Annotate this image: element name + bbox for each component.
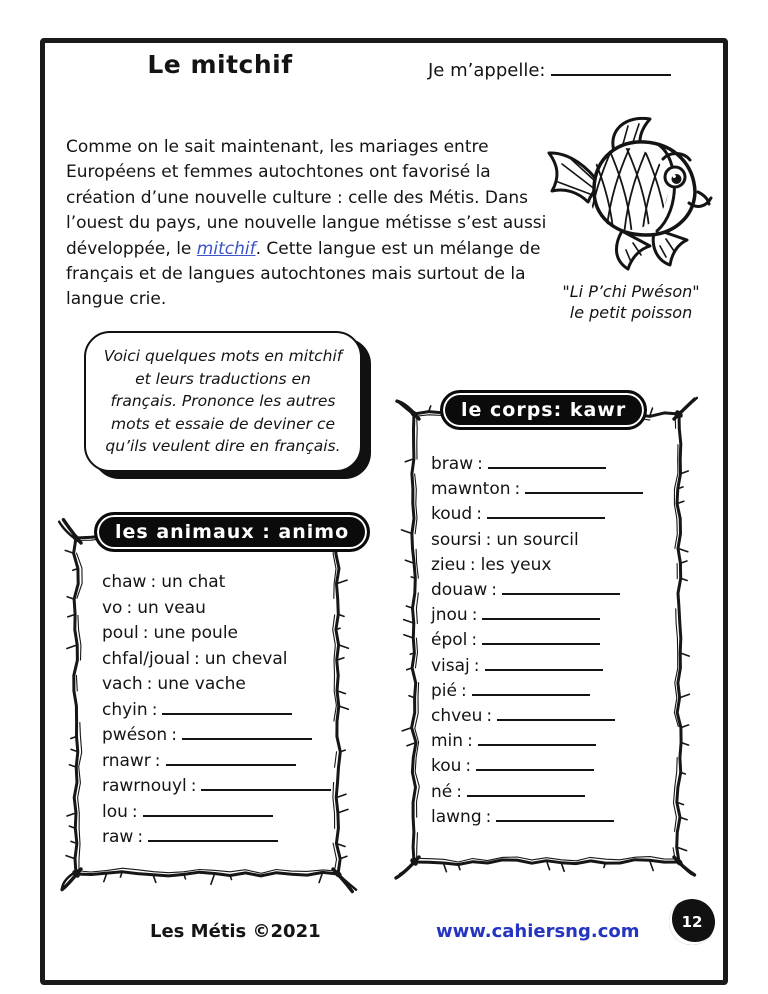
- fish-icon: [538, 104, 728, 279]
- french-translation: une vache: [157, 674, 246, 694]
- vocab-row: [102, 672, 331, 698]
- colon-separator: :: [485, 806, 492, 827]
- michif-word: kou: [431, 756, 462, 777]
- vocab-row: [102, 774, 331, 800]
- colon-separator: :: [471, 630, 478, 651]
- michif-word: rnawr: [102, 750, 151, 771]
- vocab-row: [431, 603, 643, 628]
- answer-blank-line: [525, 479, 643, 494]
- michif-word: vo: [102, 597, 123, 618]
- answer-blank-line: [148, 827, 278, 842]
- michif-word: pwéson: [102, 725, 168, 745]
- michif-word: rawrnouyl: [102, 776, 187, 796]
- vocab-row: [431, 628, 643, 653]
- vocab-row: [102, 749, 331, 775]
- answer-blank-line: [497, 706, 615, 721]
- intro-text-before: Comme on le sait maintenant, les mariages entre Européens et femmes autochtones ont favorisé la création d’une nouvelle culture : celle des Métis. Dans l’ouest du pays, une nouvelle langue métisse s’est aussi développée, le: [66, 137, 547, 259]
- michif-word: douaw: [431, 580, 488, 601]
- colon-separator: :: [477, 454, 483, 474]
- name-blank-line: [551, 58, 671, 76]
- vocab-row: [431, 729, 643, 754]
- vocab-row: [431, 578, 643, 603]
- vocab-row: [431, 502, 643, 527]
- answer-blank-line: [182, 725, 312, 740]
- colon-separator: :: [194, 648, 200, 669]
- french-translation: un veau: [137, 597, 206, 618]
- colon-separator: :: [467, 731, 473, 752]
- michif-word: lou: [102, 801, 128, 822]
- answer-blank-line: [166, 751, 296, 766]
- vocab-row: [102, 800, 331, 826]
- intro-text-after: . Cette langue est un mélange de français et de langues autochtones mais surtout de la langue crie.: [66, 238, 541, 310]
- vocab-row: [102, 570, 331, 596]
- french-translation: un chat: [161, 572, 226, 592]
- vocab-row: [431, 553, 643, 578]
- answer-blank-line: [482, 605, 600, 620]
- animals-box-title: les animaux : animo: [94, 512, 370, 552]
- vocab-row: [102, 647, 331, 673]
- animal-words-box: [66, 512, 348, 887]
- colon-separator: :: [171, 725, 177, 745]
- body-words-box: [404, 390, 689, 877]
- michif-word: chyin: [102, 699, 148, 720]
- fish-caption: [524, 281, 738, 323]
- michif-word: koud: [431, 504, 473, 525]
- answer-blank-line: [467, 782, 585, 797]
- colon-separator: :: [473, 655, 480, 676]
- colon-separator: :: [151, 699, 158, 720]
- vocab-row: [431, 452, 643, 477]
- answer-blank-line: [488, 454, 606, 469]
- answer-blank-line: [478, 731, 596, 746]
- vocab-row: [431, 704, 643, 729]
- fish-illustration: [538, 104, 728, 282]
- body-word-list: [431, 452, 643, 830]
- instructions-bubble: [84, 331, 362, 472]
- fish-caption-michif: "Li P’chi Pwéson": [562, 282, 700, 301]
- answer-blank-line: [482, 630, 600, 645]
- michif-word: chaw: [102, 572, 147, 592]
- vocab-row: [102, 621, 331, 647]
- body-box-title: le corps: kawr: [440, 390, 647, 430]
- colon-separator: :: [485, 529, 492, 550]
- colon-separator: :: [469, 554, 476, 575]
- french-translation: un sourcil: [496, 529, 579, 550]
- colon-separator: :: [126, 597, 133, 618]
- answer-blank-line: [201, 776, 331, 791]
- vocab-row: [102, 698, 331, 724]
- colon-separator: :: [465, 756, 472, 777]
- michif-word: épol: [431, 630, 468, 651]
- colon-separator: :: [131, 801, 138, 822]
- mitchif-link[interactable]: mitchif: [196, 238, 256, 259]
- vocab-row: [431, 679, 643, 704]
- michif-word: jnou: [431, 605, 468, 626]
- michif-word: min: [431, 731, 464, 752]
- colon-separator: :: [491, 580, 498, 601]
- page-title: Le mitchif: [147, 50, 293, 79]
- fish-caption-french: le petit poisson: [569, 303, 693, 322]
- footer-copyright: Les Métis ©2021: [150, 921, 321, 942]
- vocab-row: [431, 754, 643, 779]
- michif-word: pié: [431, 680, 457, 701]
- answer-blank-line: [143, 802, 273, 817]
- vocab-row: [431, 528, 643, 553]
- michif-word: poul: [102, 623, 139, 643]
- answer-blank-line: [485, 656, 603, 671]
- colon-separator: :: [476, 504, 482, 525]
- answer-blank-line: [476, 756, 594, 771]
- instructions-text: Voici quelques mots en mitchif et leurs traductions en français. Prononce les autres mots et essaie de deviner ce qu’ils veulent dire en français.: [103, 347, 343, 455]
- colon-separator: :: [460, 680, 467, 701]
- michif-word: zieu: [431, 554, 466, 575]
- colon-separator: :: [514, 479, 521, 500]
- answer-blank-line: [487, 504, 605, 519]
- michif-word: né: [431, 781, 453, 802]
- colon-separator: :: [137, 827, 144, 847]
- name-field: [428, 58, 671, 81]
- michif-word: visaj: [431, 655, 470, 676]
- answer-blank-line: [502, 580, 620, 595]
- french-translation: un cheval: [204, 648, 288, 669]
- michif-word: mawnton: [431, 479, 511, 500]
- colon-separator: :: [146, 674, 153, 694]
- michif-word: braw: [431, 454, 474, 474]
- intro-paragraph: [66, 135, 556, 313]
- page-number-badge: 12: [669, 899, 715, 945]
- michif-word: soursi: [431, 529, 482, 550]
- footer-website-link[interactable]: www.cahiersng.com: [436, 921, 640, 942]
- colon-separator: :: [190, 776, 197, 796]
- michif-word: lawng: [431, 806, 482, 827]
- michif-word: chfal/joual: [102, 648, 191, 669]
- vocab-row: [102, 596, 331, 622]
- answer-blank-line: [162, 700, 292, 715]
- french-translation: les yeux: [480, 554, 552, 575]
- colon-separator: :: [471, 605, 478, 626]
- colon-separator: :: [154, 750, 161, 771]
- michif-word: chveu: [431, 706, 483, 727]
- vocab-row: [102, 723, 331, 749]
- colon-separator: :: [142, 623, 149, 643]
- vocab-row: [431, 654, 643, 679]
- colon-separator: :: [456, 781, 462, 802]
- michif-word: vach: [102, 674, 143, 694]
- animals-word-list: [102, 570, 331, 851]
- name-field-label: Je m’appelle:: [428, 60, 546, 81]
- vocab-row: [431, 780, 643, 805]
- french-translation: une poule: [153, 623, 238, 643]
- answer-blank-line: [472, 681, 590, 696]
- colon-separator: :: [486, 706, 493, 727]
- colon-separator: :: [150, 572, 157, 592]
- vocab-row: [431, 477, 643, 502]
- vocab-row: [102, 825, 331, 851]
- answer-blank-line: [496, 807, 614, 822]
- michif-word: raw: [102, 827, 134, 847]
- vocab-row: [431, 805, 643, 830]
